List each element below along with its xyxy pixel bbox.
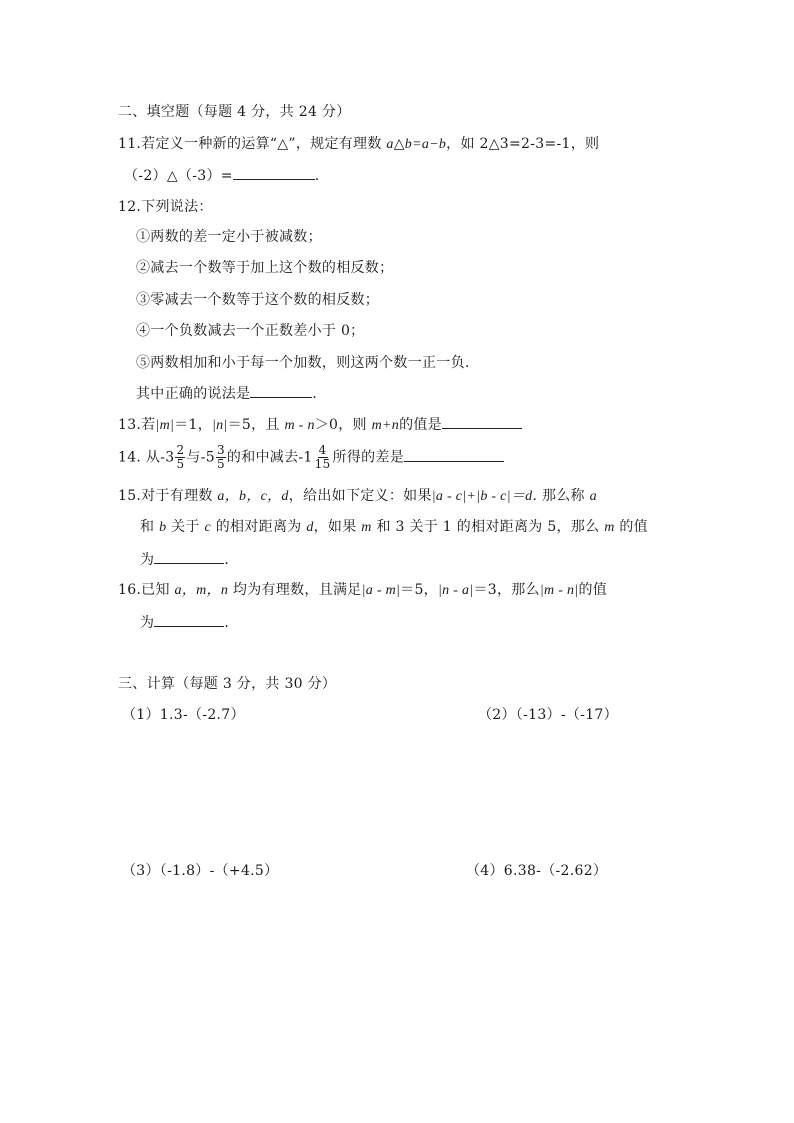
q12-stem: 12.下列说法： <box>118 199 213 215</box>
q12-tail <box>136 383 317 404</box>
q15-var-c: c <box>204 520 211 535</box>
q15-text: 和 <box>140 519 160 535</box>
q16-end: . <box>224 615 230 631</box>
q14-fraction-2 <box>216 444 226 471</box>
q15-formula: |a - c|+|b - c|＝d <box>431 489 533 504</box>
q12-item-1: ①两数的差一定小于被减数； <box>136 229 322 245</box>
q12-tail-text: 其中正确的说法是 <box>136 386 251 402</box>
q13-condition: m - n <box>284 418 315 433</box>
q16-text: 为 <box>140 615 155 631</box>
q15-text: ，如果 <box>313 519 362 535</box>
fraction-numerator: 2 <box>176 443 185 457</box>
q15-text: 的值 <box>614 519 648 535</box>
q15-text: 的相对距离为 <box>211 519 307 535</box>
q11-text-a: 11.若定义一种新的运算“△”，规定有理数 <box>118 136 387 152</box>
q15-text: 为 <box>140 552 155 568</box>
q16-text: 的值 <box>578 582 608 598</box>
q16-variables: a，m，n <box>174 583 229 598</box>
q13-text: ＞0，则 <box>314 417 372 433</box>
q12-item-5: ⑤两数相加和小于每一个加数，则这两个数一正一负. <box>136 355 470 371</box>
q16-answer-blank[interactable] <box>154 612 224 627</box>
q15-text: 15.对于有理数 <box>118 488 218 504</box>
q11-definition: a△b=a−b <box>386 137 447 152</box>
q11-end: . <box>314 168 320 184</box>
q15-answer-blank[interactable] <box>154 549 224 564</box>
fraction-numerator: 4 <box>318 443 327 457</box>
q15-var-d: d <box>306 520 314 535</box>
q15-text: 关于 <box>166 519 205 535</box>
fraction-denominator: 5 <box>216 457 225 471</box>
q11-answer-blank[interactable] <box>233 165 315 180</box>
q13-text: ＝1， <box>174 417 212 433</box>
q15-text: 和 3 关于 1 的相对距离为 5，那么 <box>371 519 605 535</box>
q12-item-3: ③零减去一个数等于这个数的相反数； <box>136 292 380 308</box>
q11-line2 <box>124 165 320 186</box>
q12-answer-blank[interactable] <box>250 383 312 398</box>
q16-abs-3: |m - n| <box>539 583 579 598</box>
q13-text: 的值是 <box>399 417 442 433</box>
q11-text-b: ，如 2△3=2-3=-1，则 <box>446 136 600 152</box>
q12-item-2: ②减去一个数等于加上这个数的相反数； <box>136 260 394 276</box>
q15-var-m: m <box>361 520 372 535</box>
q13-answer-blank[interactable] <box>442 414 522 429</box>
q14-whole-3: -1 <box>298 449 313 466</box>
q14-text: 14. 从 <box>118 449 161 466</box>
calc-problem-2: （2）（-13）-（-17） <box>478 707 618 723</box>
q14-text: 所得的差是 <box>332 449 405 466</box>
calc-problem-4: （4）6.38-（-2.62） <box>466 863 608 879</box>
q16-line2 <box>140 612 229 633</box>
q14-whole-1: -3 <box>160 449 175 466</box>
q15-line1 <box>118 486 597 507</box>
q15-var-m: m <box>604 520 615 535</box>
section3-heading: 三、计算（每题 3 分，共 30 分） <box>118 676 337 692</box>
q13-expression: m+n <box>371 418 400 433</box>
fraction-numerator: 3 <box>216 443 225 457</box>
q14-line <box>118 444 504 471</box>
q16-text: ＝3，那么 <box>473 582 540 598</box>
q16-text: ＝5， <box>400 582 438 598</box>
q15-text: ，给出如下定义：如果 <box>288 488 432 504</box>
q16-text: 16.已知 <box>118 582 175 598</box>
q11-expression: （-2）△（-3）= <box>124 168 233 184</box>
q15-var-a: a <box>589 489 597 504</box>
q14-whole-2: -5 <box>200 449 215 466</box>
q14-answer-blank[interactable] <box>404 447 504 462</box>
q15-line2 <box>140 517 648 538</box>
q16-text: 均为有理数，且满足 <box>228 582 362 598</box>
q16-abs-1: |a - m| <box>361 583 401 598</box>
calc-problem-3: （3）（-1.8）-（+4.5） <box>122 863 279 879</box>
q15-variables: a，b，c，d <box>217 489 289 504</box>
q14-fraction-3 <box>314 444 332 471</box>
q14-text: 的和中减去 <box>226 449 299 466</box>
q13-text: 13.若 <box>118 417 156 433</box>
section2-heading: 二、填空题（每题 4 分，共 24 分） <box>118 104 351 120</box>
fraction-denominator: 15 <box>314 457 331 471</box>
q13-text: ＝5，且 <box>227 417 285 433</box>
calc-problem-1: （1）1.3-（-2.7） <box>122 707 245 723</box>
q15-line3 <box>140 549 229 570</box>
q15-end: . <box>224 552 230 568</box>
q12-end: . <box>312 386 318 402</box>
q16-line1 <box>118 580 607 601</box>
q12-item-4: ④一个负数减去一个正数差小于 0； <box>136 323 365 339</box>
q15-var-b: b <box>159 520 167 535</box>
q14-text: 与 <box>186 449 201 466</box>
q13-abs-m: |m| <box>155 418 175 433</box>
fraction-denominator: 5 <box>176 457 185 471</box>
q13-line <box>118 414 522 436</box>
q15-text: . 那么称 <box>532 488 590 504</box>
q11-line1 <box>118 134 599 155</box>
q13-abs-n: |n| <box>212 418 228 433</box>
q16-abs-2: |n - a| <box>437 583 474 598</box>
q14-fraction-1 <box>175 444 185 471</box>
